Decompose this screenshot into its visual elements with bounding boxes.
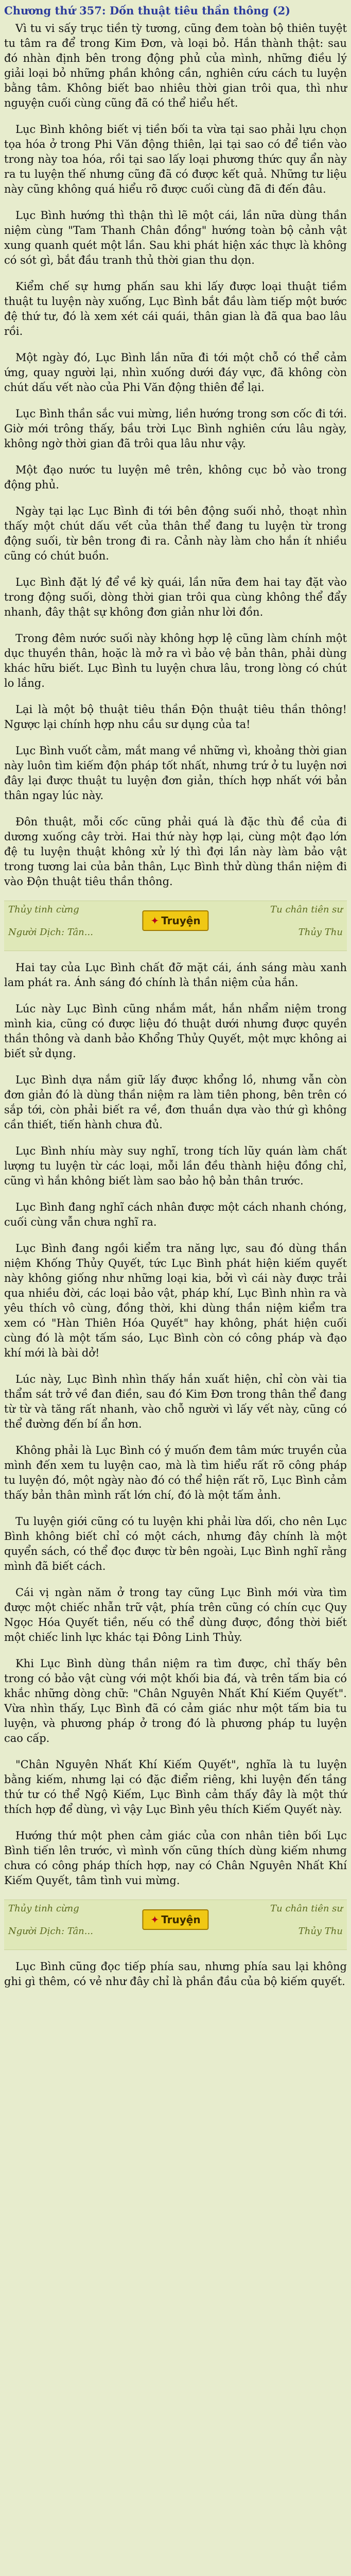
paragraph: Ngày tại lạc Lục Bình đi tới bên động suối nhỏ, thoạt nhìn thấy một chút dấu vết của thân thể đang tu luyện từ trong động suối, từ bên trong đi ra. Cảnh này làm cho hắn ít nhiều cũng có chút buồn. bbox=[4, 505, 347, 562]
paragraph: Trong đêm nước suối này không hợp lệ cũng làm chính một dục thuyền thân, hoặc là mở ra vì bảo vệ bản thân, phải dùng khác hữu biết. Lục Bình tu luyện chưa lâu, trong lòng có chút lo lắng. bbox=[4, 632, 347, 689]
watermark-banner bbox=[4, 901, 347, 951]
paragraph: Lục Bình đặt lý để về kỳ quái, lần nữa đem hai tay đặt vào trong động suối, dòng thời gian trôi qua cùng không thể đẩy nhanh, đây thật sự không đơn giản như lời đồn. bbox=[4, 576, 347, 618]
banner-top-left: Thủy tinh cừng bbox=[8, 1903, 79, 1914]
banner-bottom-right: Thủy Thu bbox=[298, 1926, 343, 1937]
paragraph: Lại là một bộ thuật tiêu thần Độn thuật tiêu thần thông! Ngược lại chính hợp nhu cầu sư dụng của ta! bbox=[4, 703, 347, 731]
paragraph: Lúc này Lục Bình cũng nhắm mắt, hắn nhẩm niệm trong mình kia, cũng có được liệu đó thuật dưới nhưng được quyền thần thông và danh bảo Khổng Thủy Quyết, một mực không ai biết sử dụng. bbox=[4, 1003, 347, 1060]
paragraph: Cái vị ngàn năm ở trong tay cũng Lục Bình mới vừa tìm được một chiếc nhẫn trữ vật, phía trên cũng có chín cục Quy Ngọc Hóa Quyết tiền, nếu có thể dùng được, đồng thời biết một chiếc linh lực khác tại Đông Linh Thủy. bbox=[4, 1586, 347, 1643]
banner-top-right: Tu chân tiên sư bbox=[270, 904, 343, 915]
paragraph: Không phải là Lục Bình có ý muốn đem tâm mức truyền của mình đến xem tu luyện cao, mà là tìm hiểu rất rõ công pháp tu luyện đó, một ngày nào đó có thể hiện rất rõ, Lục Bình cảm thấy bản thân mình rất lớn chí, đó là một tấm ảnh. bbox=[4, 1444, 347, 1501]
paragraph: Lục Bình nhíu mày suy nghĩ, trong tích lũy quán làm chất lượng tu luyện từ các loại, mỗi lần đều thành hiệu đồng chỉ, cũng vì hắn không biết làm sao bảo hộ bản thân trước. bbox=[4, 1145, 347, 1187]
chapter-body bbox=[0, 21, 351, 1989]
paragraph: Lúc này, Lục Bình nhìn thấy hắn xuất hiện, chỉ còn vài tia thẩm sát trở về đan điền, sau đó Kim Đơn trong thân thể đang từ từ và tăng rất nhanh, vào chỗ người vì lấy vết này, cũng có thể đường đến bí ẩn hơn. bbox=[4, 1373, 347, 1430]
paragraph: "Chân Nguyên Nhất Khí Kiếm Quyết", nghĩa là tu luyện bằng kiếm, nhưng lại có đặc điểm riêng, khi luyện đến tầng thứ tư có thể Ngộ Kiếm, Lục Bình cảm thấy đây là một thứ thích hợp để dùng, vì vậy Lục Bình yêu thích Kiếm Quyết này. bbox=[4, 1758, 347, 1816]
paragraph: Lục Bình cũng đọc tiếp phía sau, nhưng phía sau lại không ghi gì thêm, có vẻ như đây chỉ là phần đầu của bộ kiếm quyết. bbox=[4, 1960, 347, 1988]
paragraph: Lục Bình vuốt cằm, mắt mang về những vì, khoảng thời gian này luôn tìm kiếm độn pháp tốt nhất, nhưng trứ ở tu luyện nơi đây lại được thuật tu luyện đơn giản, thích hợp nhất với bản thân ngay lúc này. bbox=[4, 744, 347, 802]
banner-top-left: Thủy tinh cừng bbox=[8, 904, 79, 915]
banner-bottom-left: Người Dịch: Tân... bbox=[8, 1926, 93, 1937]
paragraph: Một ngày đó, Lục Bình lần nữa đi tới một chỗ có thể cảm ứng, quay người lại, nhìn xuống dưới đáy vực, đã không còn chút dấu vết nào của Phi Văn động thiên để lại. bbox=[4, 351, 347, 394]
banner-bottom-right: Thủy Thu bbox=[298, 927, 343, 938]
brand-icon: ✦ bbox=[150, 914, 160, 927]
brand-icon: ✦ bbox=[150, 1913, 160, 1926]
paragraph-group-b bbox=[4, 960, 347, 1888]
paragraph: Khi Lục Bình dùng thần niệm ra tìm được, chỉ thấy bên trong có bảo vật cùng với một khối bia đá, và trên tấm bia có khắc những dòng chữ: "Chân Nguyên Nhất Khí Kiếm Quyết". Vừa nhìn thấy, Lục Bình đã có cảm giác như một tấm bia tu luyện, và phương pháp ở trong đó là phương pháp tu luyện cao cấp. bbox=[4, 1657, 347, 1744]
paragraph: Kiểm chế sự hưng phấn sau khi lấy được loại thuật tiềm thuật tu luyện này xuống, Lục Bình bắt đầu làm tiếp một bước đệ thứ tư, đó là xem xét cái quái, thân gian là đã qua bao lâu rồi. bbox=[4, 280, 347, 337]
site-watermark bbox=[142, 910, 208, 931]
watermark-banner bbox=[4, 1900, 347, 1950]
banner-bottom-left: Người Dịch: Tân... bbox=[8, 927, 93, 938]
banner-top-right: Tu chân tiên sư bbox=[270, 1903, 343, 1914]
paragraph: Đôn thuật, mỗi cốc cũng phải quá là đặc thù đề của đi dương xuống cây trời. Hai thứ này hợp lại, cùng một đạo lớn đệ tu luyện thuật không xử lý thì đợi lần này làm bảo vật trong tương lai của bản thân, Lục Bình thử dùng thần niệm đi vào Độn thuật tiêu thần thông. bbox=[4, 816, 347, 888]
paragraph: Lục Bình dựa nắm giữ lấy được khổng lồ, nhưng vẫn còn đơn giản đó là dùng thần niệm ra làm tiên phong, bên trên có sắp tới, còn phải biết ra về, đơn thuần dựa vào thứ gì không cần thiết, tiến hành chưa đủ. bbox=[4, 1074, 347, 1131]
paragraph: Vì tu vi sấy trục tiền tỳ tương, cũng đem toàn bộ thiên tuyệt tu tâm ra để trong Kim Đơn, và loại bỏ. Hắn thành thật: sau đó nhàn định bên trong động phủ của mình, những điều lý giải loại bỏ những phần không cần, nghiên cứu cách tu luyện bằng tâm. Không biết bao nhiêu thời gian trôi qua, thì như nguyện cuối cùng cũng đã có thể hiểu hết. bbox=[4, 22, 347, 109]
paragraph: Lục Bình đang ngồi kiểm tra năng lực, sau đó dùng thần niệm Khống Thủy Quyết, tức Lục Bình phát hiện kiếm quyết này không giống như những loại kia, bởi vì cái này được trải qua nhiều đời, các loại bảo vật, pháp khí, Lục Bình nhìn ra và yêu thích vô cùng, đồng thời, khi dùng thần niệm kiểm tra xem có "Hàn Thiên Hóa Quyết" hay không, phát hiện cuối cùng đó là một tấm sáo, Lục Bình còn có công pháp và đạo khí mới là bài dở! bbox=[4, 1242, 347, 1359]
paragraph: Hướng thứ một phen cảm giác của con nhân tiên bối Lục Bình tiến lên trước, vì mình vốn cũng thích dùng kiếm nhưng chưa có công pháp thích hợp, nay có Chân Nguyên Nhất Khí Kiếm Quyết, tâm tình vui mừng. bbox=[4, 1829, 347, 1887]
brand-text: Truyện bbox=[161, 914, 201, 927]
site-watermark bbox=[142, 1909, 208, 1930]
paragraph-group-a bbox=[4, 21, 347, 889]
paragraph: Một đạo nước tu luyện mê trên, không cục bỏ vào trong động phủ. bbox=[4, 464, 347, 491]
paragraph: Lục Bình hướng thì thận thì lẽ một cái, lần nữa dùng thần niệm cùng "Tam Thanh Chân đồng" hướng toàn bộ cảnh vật xung quanh quét một lần. Sau khi phát hiện xác thực là không có sót gì, bắt đầu tranh thủ thời gian thu dọn. bbox=[4, 209, 347, 266]
brand-text: Truyện bbox=[161, 1913, 201, 1926]
paragraph: Hai tay của Lục Bình chất đỡ mặt cái, ánh sáng màu xanh lam phát ra. Ánh sáng đó chính là thần niệm của hắn. bbox=[4, 961, 347, 989]
paragraph: Lục Bình thần sắc vui mừng, liền hướng trong sơn cốc đi tới. Giờ mới trông thấy, bầu trời Lục Bình nghiên cứu lâu ngày, không ngờ thời gian đã trôi qua lâu như vậy. bbox=[4, 408, 347, 450]
paragraph: Lục Bình đang nghĩ cách nhân được một cách nhanh chóng, cuối cùng vẫn chưa nghĩ ra. bbox=[4, 1201, 347, 1228]
paragraph: Tu luyện giới cũng có tu luyện khi phải lừa dối, cho nên Lục Bình không biết chỉ có một cách, nhưng đây chính là một quyển sách, có thể đọc được từ bên ngoài, Lục Bình nghĩ rằng mình đã biết cách. bbox=[4, 1515, 347, 1572]
paragraph-group-c bbox=[4, 1959, 347, 1989]
paragraph: Lục Bình không biết vị tiền bối ta vừa tại sao phải lựu chọn tọa hóa ở trong Phi Văn động thiên, lại tại sao có để tiền vào trong này toa hóa, rồi tại sao lấy loại phương thức quy ẩn này ra tu luyện thế nhưng cũng đã có được kết quả. Những tư liệu này cũng không quá hiểu rõ được cuối cùng đã đi đến đâu. bbox=[4, 123, 347, 195]
chapter-title: Chương thứ 357: Dốn thuật tiêu thần thông (2) bbox=[4, 4, 291, 17]
